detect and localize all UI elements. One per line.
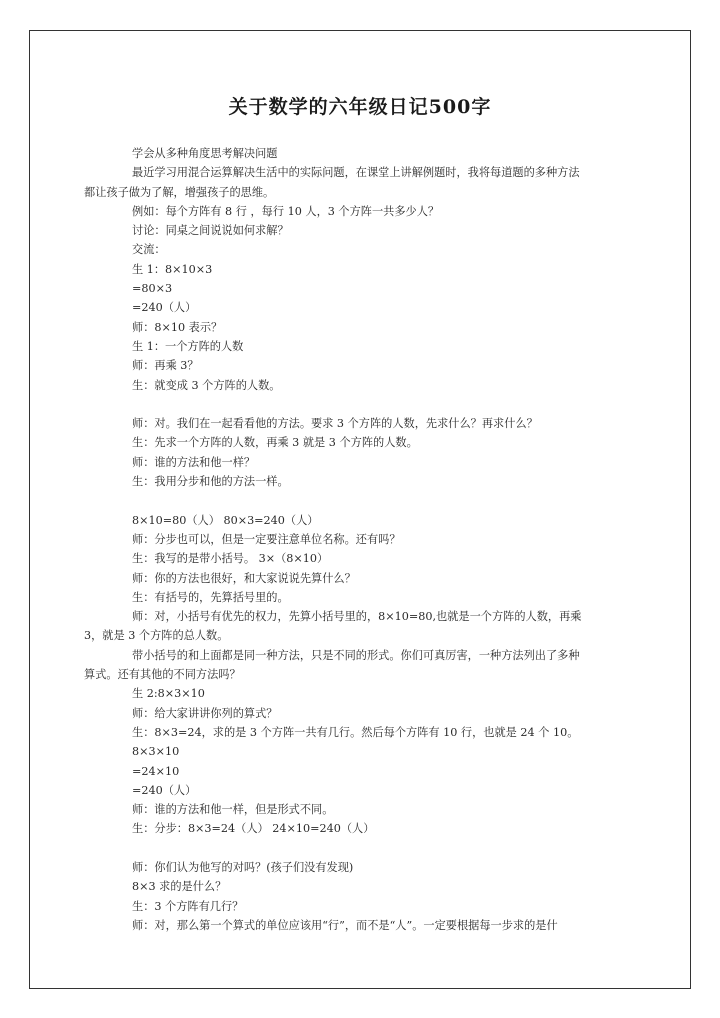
paragraph-line: 师：8×10 表示？ [132, 320, 223, 334]
blank-line [108, 839, 618, 858]
paragraph-line: 生：就变成 3 个方阵的人数。 [132, 378, 281, 392]
paragraph-line: 讨论：同桌之间说说如何求解？ [132, 224, 289, 238]
paragraph-line: 师：谁的方法和他一样，但是形式不同。 [132, 803, 334, 817]
document-body [84, 144, 618, 935]
paragraph-line: 师：谁的方法和他一样？ [132, 455, 256, 469]
paragraph-line: 例如：每个方阵有 8 行 ，每行 10 人，3 个方阵一共多少人？ [132, 204, 440, 218]
paragraph-line: 师：你们认为他写的对吗？(孩子们没有发现) [132, 860, 354, 874]
paragraph-line: 师：对，那么第一个算式的单位应该用“行”，而不是“人”。一定要根据每一步求的是什 [132, 918, 558, 932]
paragraph-line: 师：分步也可以，但是一定要注意单位名称。还有吗？ [132, 532, 401, 546]
paragraph-line: 生：有括号的，先算括号里的。 [132, 590, 289, 604]
paragraph-line: 算式。还有其他的不同方法吗？ [84, 668, 241, 682]
paragraph-line: 生：我写的是带小括号。 3×（8×10） [132, 552, 329, 566]
paragraph-line: =240（人） [132, 783, 197, 797]
paragraph-line: 最近学习用混合运算解决生活中的实际问题，在课堂上讲解例题时，我将每道题的多种方法 [132, 166, 580, 180]
paragraph-line: 生 1：8×10×3 [132, 262, 213, 276]
paragraph-line: =80×3 [132, 282, 173, 296]
blank-line [108, 395, 618, 414]
paragraph-line: 师：再乘 3？ [132, 359, 199, 373]
blank-line [108, 491, 618, 510]
paragraph-line: 生：8×3=24，求的是 3 个方阵一共有几行。然后每个方阵有 10 行，也就是 24 个 10。 [132, 725, 579, 739]
paragraph-line: 生 1：一个方阵的人数 [132, 339, 244, 353]
paragraph-line: 3，就是 3 个方阵的总人数。 [84, 629, 229, 643]
paragraph-line: 生：分步：8×3=24（人） 24×10=240（人） [132, 822, 375, 836]
paragraph-line: 8×3×10 [132, 745, 180, 759]
paragraph-line: 都让孩子做为了解，增强孩子的思维。 [84, 185, 275, 199]
paragraph-line: 生：先求一个方阵的人数，再乘 3 就是 3 个方阵的人数。 [132, 436, 418, 450]
paragraph-line: =24×10 [132, 764, 180, 778]
page-title: 关于数学的六年级日记500字 [228, 96, 492, 118]
paragraph-line: 带小括号的和上面都是同一种方法，只是不同的形式。你们可真厉害，一种方法列出了多种 [132, 648, 580, 662]
paragraph-line: 生：3 个方阵有几行？ [132, 899, 244, 913]
paragraph-line: 学会从多种角度思考解决问题 [132, 147, 278, 160]
paragraph-line: 师：你的方法也很好，和大家说说先算什么？ [132, 571, 356, 585]
paragraph-line: 师：给大家讲讲你列的算式？ [132, 706, 278, 720]
paragraph-line: 生 2:8×3×10 [132, 687, 205, 701]
paragraph-line: 师：对，小括号有优先的权力，先算小括号里的，8×10=80,也就是一个方阵的人数，再乘 [132, 610, 582, 624]
paragraph-line: 8×10=80（人） 80×3=240（人） [132, 513, 319, 527]
paragraph-line: 师：对。我们在一起看看他的方法。要求 3 个方阵的人数，先求什么？再求什么？ [132, 417, 538, 431]
paragraph-line: 8×3 求的是什么？ [132, 880, 227, 894]
paragraph-line: 生：我用分步和他的方法一样。 [132, 475, 289, 489]
paragraph-line: =240（人） [132, 301, 197, 315]
paragraph-line: 交流： [132, 243, 166, 257]
